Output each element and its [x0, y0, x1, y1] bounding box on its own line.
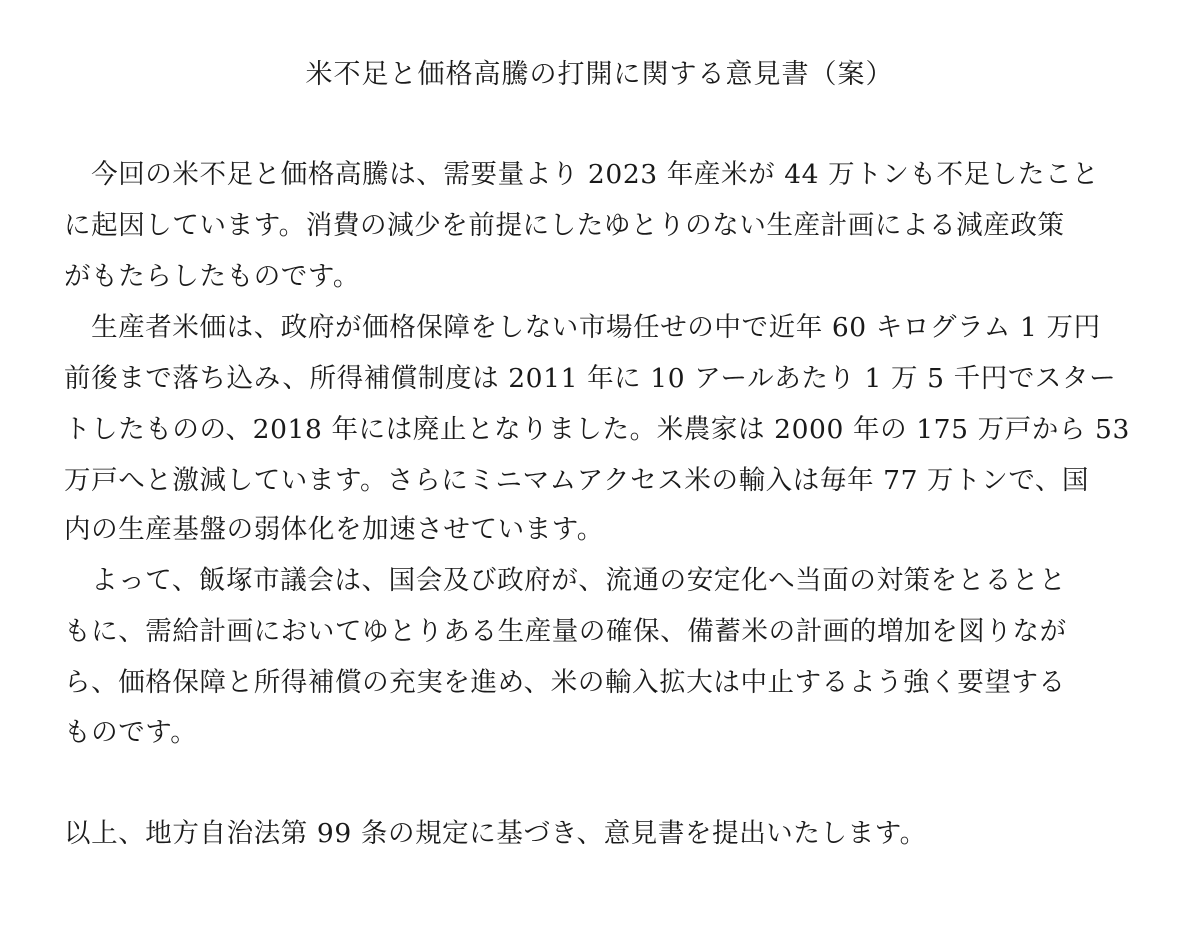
paragraph-line: もに、需給計画においてゆとりある生産量の確保、備蓄米の計画的増加を図りなが [64, 616, 1067, 647]
paragraph-line: ものです。 [64, 717, 198, 748]
paragraph-line: 前後まで落ち込み、所得補償制度は 2011 年に 10 アールあたり 1 万 5 千円でスター [64, 363, 1117, 394]
paragraph-line: 万戸へと激減しています。さらにミニマムアクセス米の輸入は毎年 77 万トンで、国 [64, 465, 1090, 496]
paragraph-line: ら、価格保障と所得補償の充実を進め、米の輸入拡大は中止するよう強く要望する [64, 667, 1066, 698]
paragraph-line: 生産者米価は、政府が価格保障をしない市場任せの中で近年 60 キログラム 1 万円 [64, 312, 1101, 343]
paragraph-line: トしたものの、2018 年には廃止となりました。米農家は 2000 年の 175 万戸から 53 [64, 414, 1130, 445]
closing-line: 以上、地方自治法第 99 条の規定に基づき、意見書を提出いたします。 [64, 818, 927, 849]
document-title: 米不足と価格高騰の打開に関する意見書（案） [305, 59, 894, 90]
paragraph-line: がもたらしたものです。 [64, 261, 360, 292]
paragraph-line: よって、飯塚市議会は、国会及び政府が、流通の安定化へ当面の対策をとるとと [64, 565, 1067, 596]
paragraph-line: に起因しています。消費の減少を前提にしたゆとりのない生産計画による減産政策 [64, 210, 1065, 241]
paragraph-line: 今回の米不足と価格高騰は、需要量より 2023 年産米が 44 万トンも不足したこと [64, 159, 1100, 190]
paragraph-line: 内の生産基盤の弱体化を加速させています。 [64, 514, 604, 545]
